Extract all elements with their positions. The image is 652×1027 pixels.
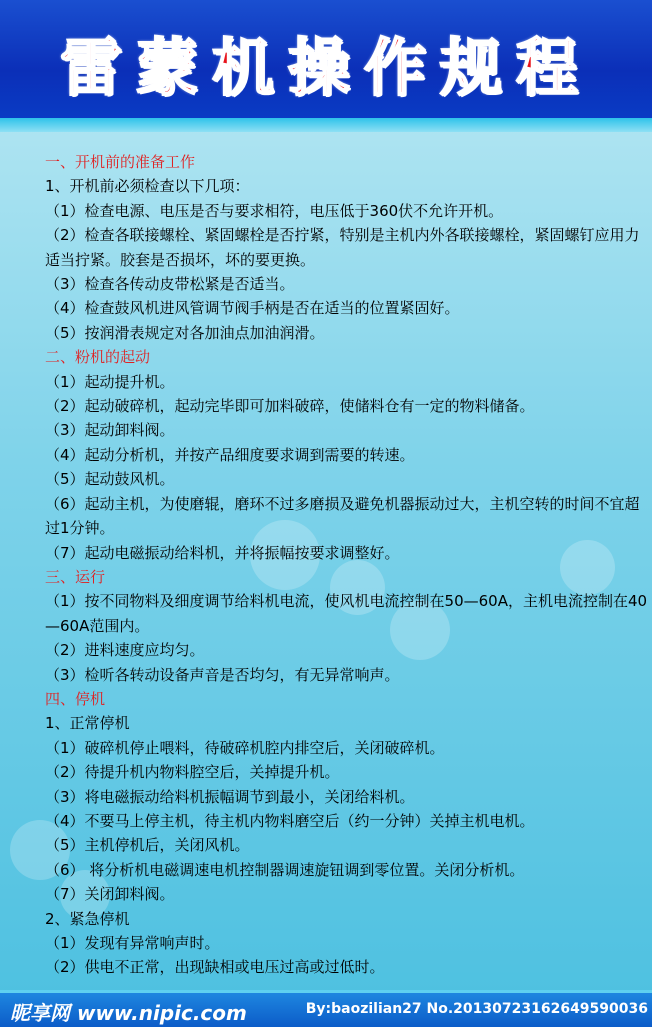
procedure-line: （1）按不同物料及细度调节给料机电流，使风机电流控制在50—60A，主机电流控制在40—60A范围内。 <box>45 592 648 635</box>
procedure-line: 2、紧急停机 <box>45 909 130 928</box>
procedure-line: （7）起动电磁振动给料机，并将振幅按要求调整好。 <box>45 543 400 562</box>
section-heading: 三、运行 <box>45 567 106 586</box>
procedure-line: （5）主机停机后，关闭风机。 <box>45 836 250 855</box>
image-credit: By:baozilian27 No.20130723162649590036 <box>305 1001 648 1017</box>
procedure-line: （7）关闭卸料阀。 <box>45 885 175 904</box>
procedure-line: （1）起动提升机。 <box>45 372 175 391</box>
procedure-line: （2）供电不正常，出现缺相或电压过高或过低时。 <box>45 958 385 977</box>
procedure-line: （3）起动卸料阀。 <box>45 421 175 440</box>
procedure-content <box>45 150 650 980</box>
page-title: 雷蒙机操作规程 <box>59 31 592 104</box>
procedure-line: 1、开机前必须检查以下几项： <box>45 177 250 196</box>
procedure-line: （5）起动鼓风机。 <box>45 470 175 489</box>
procedure-line: （3）将电磁振动给料机振幅调节到最小，关闭给料机。 <box>45 787 415 806</box>
procedure-line: （2）待提升机内物料腔空后，关掉提升机。 <box>45 763 340 782</box>
header-stripe <box>0 118 652 132</box>
procedure-line: （6）起动主机，为使磨辊，磨环不过多磨损及避免机器振动过大，主机空转的时间不宜超过1分钟。 <box>45 494 640 538</box>
procedure-line: （1）检查电源、电压是否与要求相符，电压低于360伏不允许开机。 <box>45 201 504 220</box>
footer-bar <box>0 990 652 1027</box>
procedure-line: 1、正常停机 <box>45 714 130 733</box>
procedure-line: （2）检查各联接螺栓、紧固螺栓是否拧紧，特别是主机内外各联接螺栓，紧固螺钉应用力适当拧紧。胶套是否损坏，坏的要更换。 <box>45 226 640 269</box>
section-heading: 二、粉机的起动 <box>45 348 151 367</box>
procedure-line: （4）检查鼓风机进风管调节阀手柄是否在适当的位置紧固好。 <box>45 299 460 318</box>
section-heading: 四、停机 <box>45 689 106 708</box>
watermark-text: 昵享网 www.nipic.com <box>10 1001 247 1025</box>
procedure-line: （3）检听各转动设备声音是否均匀，有无异常响声。 <box>45 665 400 684</box>
procedure-line: （5）按润滑表规定对各加油点加油润滑。 <box>45 323 325 342</box>
procedure-line: （1）发现有异常响声时。 <box>45 934 220 952</box>
section-heading: 一、开机前的准备工作 <box>45 153 196 171</box>
procedure-line: （6） 将分析机电磁调速电机控制器调速旋钮调到零位置。关闭分析机。 <box>45 860 525 879</box>
procedure-line: （3）检查各传动皮带松紧是否适当。 <box>45 275 295 294</box>
procedure-line: （2）进料速度应均匀。 <box>45 641 205 660</box>
procedure-line: （2）起动破碎机，起动完毕即可加料破碎，使储料仓有一定的物料储备。 <box>45 397 535 416</box>
procedure-line: （4）不要马上停主机，待主机内物料磨空后（约一分钟）关掉主机电机。 <box>45 811 535 830</box>
procedure-line: （1）破碎机停止喂料，待破碎机腔内排空后，关闭破碎机。 <box>45 738 445 757</box>
procedure-line: （4）起动分析机，并按产品细度要求调到需要的转速。 <box>45 445 415 464</box>
